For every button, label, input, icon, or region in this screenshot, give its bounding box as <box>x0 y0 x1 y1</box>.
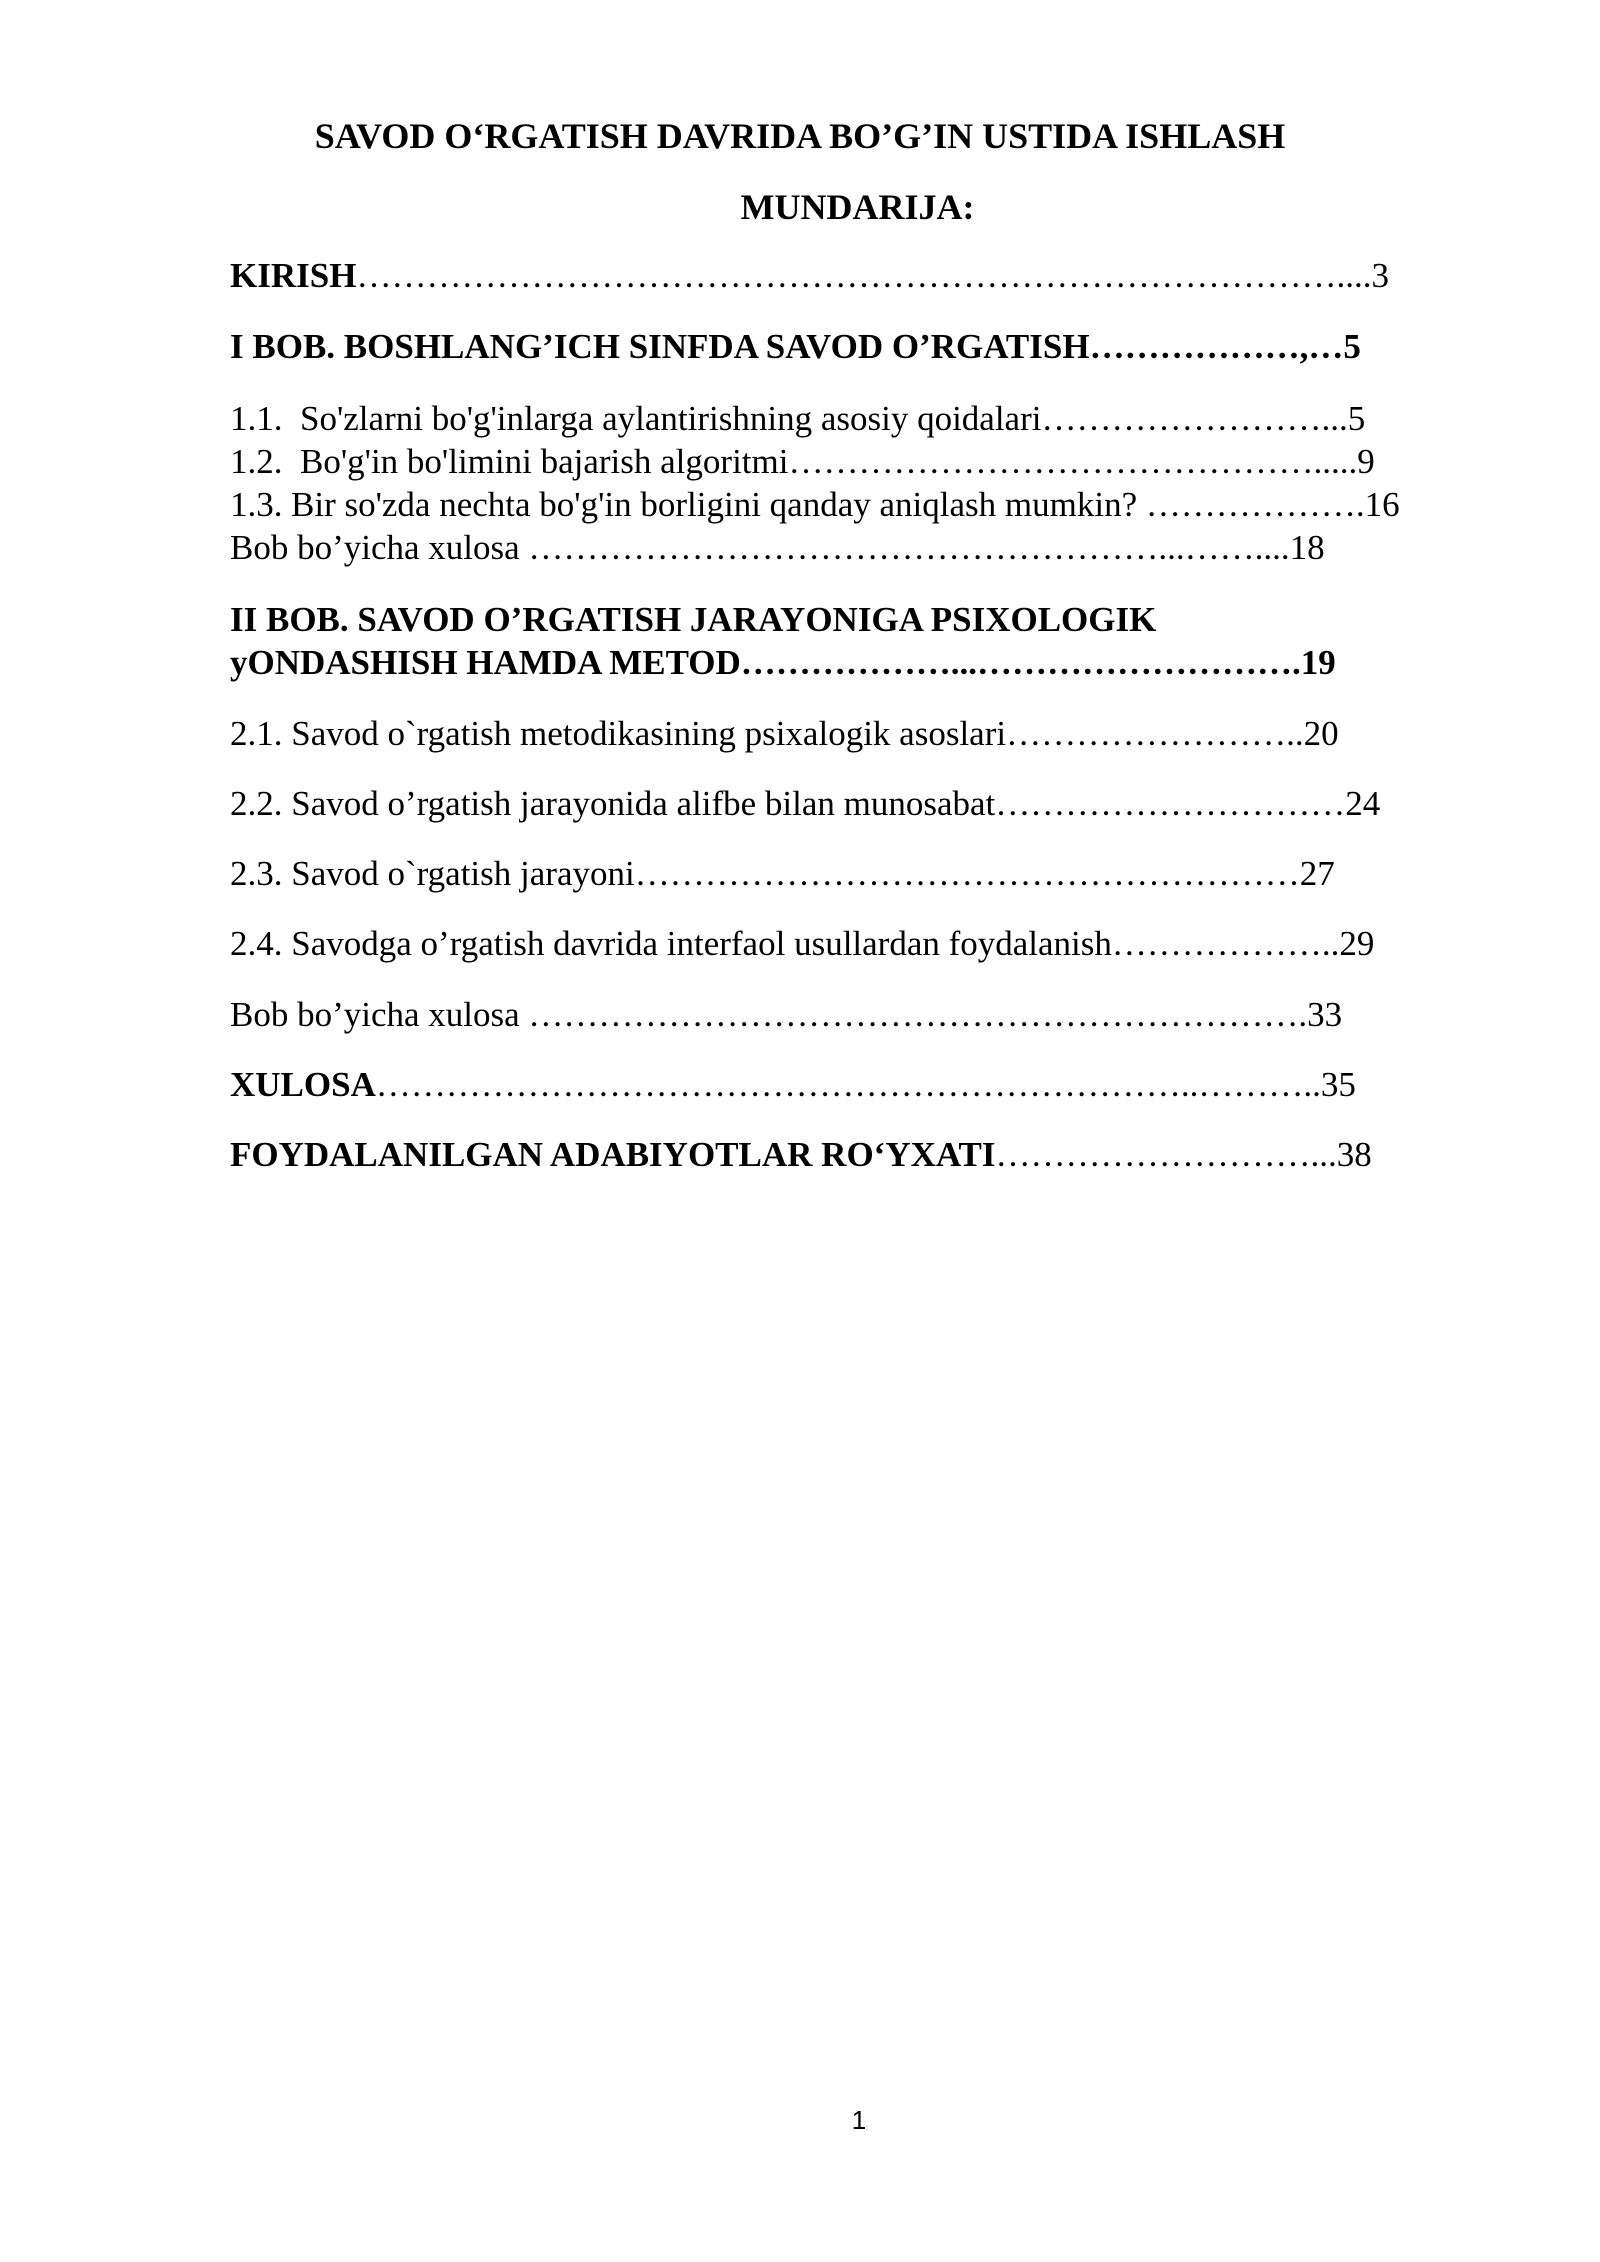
toc-entry-section-1-3 <box>230 483 1400 527</box>
toc-introduction-title: KIRISH <box>230 256 357 295</box>
toc-entry-chapter-2-line-1: II BOB. SAVOD O’RGATISH JARAYONIGA PSIXOLOGIK <box>230 600 1157 639</box>
document-title: SAVOD O‘RGATISH DAVRIDA BO’G’IN USTIDA ISHLASH <box>314 116 1286 156</box>
toc-entry-references <box>230 1133 1372 1177</box>
toc-entry-introduction <box>230 254 1389 298</box>
toc-entry-section-2-1: 2.1. Savod o`rgatish metodikasining psixalogik asoslari……………………..20 <box>230 714 1339 753</box>
toc-references-text: FOYDALANILGAN ADABIYOTLAR RO‘YXATI <box>230 1135 996 1174</box>
toc-entry-chapter-1-summary: Bob bo’yicha xulosa ………………………………………………...……....18 <box>230 528 1325 567</box>
toc-section-number: 1.1. <box>230 399 283 438</box>
toc-entry-section-2-4: 2.4. Savodga o’rgatish davrida interfaol usullardan foydalanish………………..29 <box>230 924 1375 963</box>
toc-dot-leader: ……………………………………………………………..………..35 <box>375 1065 1356 1104</box>
toc-entry-section-1-1 <box>230 397 1365 441</box>
toc-entry-section-2-3: 2.3. Savod o`rgatish jarayoni…………………………………………………27 <box>230 854 1335 893</box>
toc-dot-leader: ………………………...38 <box>995 1135 1372 1174</box>
toc-section-text: Bir so'zda nechta bo'g'in borligini qanday aniqlash mumkin? ……………….16 <box>291 485 1400 524</box>
toc-entry-conclusion <box>230 1063 1356 1107</box>
toc-entry-chapter-2-summary: Bob bo’yicha xulosa ………………………………………………………….33 <box>230 995 1343 1034</box>
toc-section-number: 1.3. <box>230 485 283 524</box>
toc-entry-chapter-2-line-2: yONDASHISH HAMDA METOD………………...……………………….19 <box>230 643 1336 682</box>
toc-heading: MUNDARIJA: <box>740 187 975 227</box>
toc-section-text: So'zlarni bo'g'inlarga aylantirishning asosiy qoidalari……………………...5 <box>300 399 1366 438</box>
toc-section-text: Bo'g'in bo'limini bajarish algoritmi……………………………………….....9 <box>300 442 1375 481</box>
page-number: 1 <box>851 2105 867 2135</box>
toc-dot-leader: …………………………………………………………………………....3 <box>356 256 1389 295</box>
toc-entry-chapter-1: I BOB. BOSHLANG’ICH SINFDA SAVOD O’RGATISH………………,…5 <box>230 327 1361 366</box>
toc-section-number: 1.2. <box>230 442 283 481</box>
toc-entry-section-1-2 <box>230 440 1375 484</box>
toc-conclusion-text: XULOSA <box>230 1065 376 1104</box>
toc-entry-section-2-2: 2.2. Savod o’rgatish jarayonida alifbe bilan munosabat…………………………24 <box>230 784 1381 823</box>
